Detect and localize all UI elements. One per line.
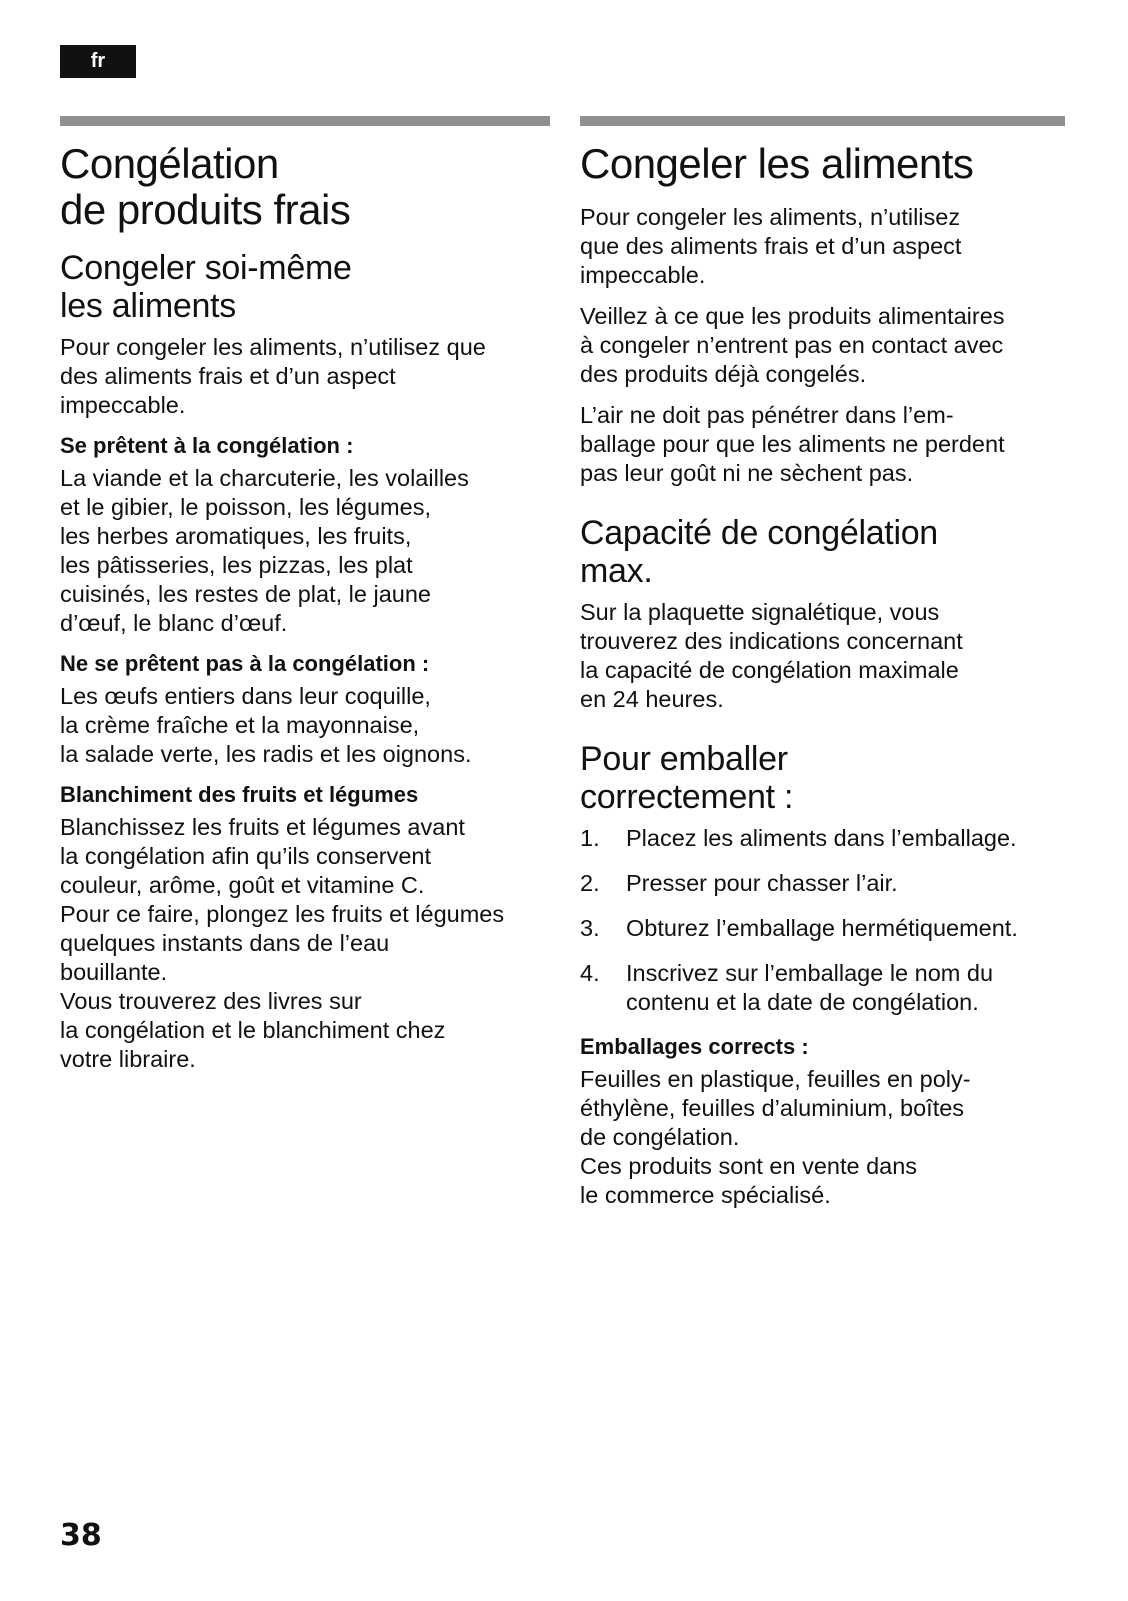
step-number: 3. [580, 915, 600, 941]
step-number: 2. [580, 870, 600, 896]
page-title-left: Congélation de produits frais [60, 140, 351, 233]
list-item [580, 869, 1065, 898]
step-text: Obturez l’emballage hermétiquement. [626, 915, 1018, 941]
list-item [580, 914, 1065, 943]
correct-packaging-heading: Emballages corrects : [580, 1034, 809, 1059]
language-tag: fr [60, 45, 136, 78]
intro-paragraph: Pour congeler les aliments, n’utilisez que des aliments frais et d’un aspect impeccable. [60, 334, 486, 418]
step-text: Placez les aliments dans l’emballage. [626, 825, 1017, 851]
blanching-heading: Blanchiment des fruits et légumes [60, 782, 419, 807]
step-number: 1. [580, 825, 600, 851]
correct-packaging-paragraph: Feuilles en plastique, feuilles en poly- éthylène, feuilles d’aluminium, boîtes de congélation. Ces produits sont en vente dans le commerce spécialisé. [580, 1066, 971, 1208]
step-number: 4. [580, 960, 600, 986]
packing-title: Pour emballer correctement : [580, 740, 794, 816]
section-title-freeze-yourself: Congeler soi-même les aliments [60, 249, 352, 325]
packing-steps-list [580, 824, 1065, 1017]
right-column-rule [580, 116, 1065, 126]
left-column-rule [60, 116, 550, 126]
left-column [60, 116, 550, 1086]
right-column [580, 116, 1065, 1222]
suitable-paragraph: La viande et la charcuterie, les volailles et le gibier, le poisson, les légumes, les herbes aromatiques, les fruits, les pâtisseries, les pizzas, les plat cuisinés, les restes de plat, le jaune d’œuf, le blanc d’œuf. [60, 465, 469, 636]
right-paragraph-2: Veillez à ce que les produits alimentaires à congeler n’entrent pas en contact avec des produits déjà congelés. [580, 303, 1005, 387]
suitable-heading: Se prêtent à la congélation : [60, 433, 354, 458]
page-number: 38 [60, 1518, 102, 1553]
capacity-title: Capacité de congélation max. [580, 514, 938, 590]
step-text: Presser pour chasser l’air. [626, 870, 898, 896]
unsuitable-paragraph: Les œufs entiers dans leur coquille, la crème fraîche et la mayonnaise, la salade verte, les radis et les oignons. [60, 683, 472, 767]
step-text: Inscrivez sur l’emballage le nom du contenu et la date de congélation. [626, 960, 994, 1015]
list-item [580, 824, 1065, 853]
capacity-paragraph: Sur la plaquette signalétique, vous trouverez des indications concernant la capacité de congélation maximale en 24 heures. [580, 599, 963, 712]
right-paragraph-1: Pour congeler les aliments, n’utilisez que des aliments frais et d’un aspect impeccable. [580, 204, 962, 288]
page-title-right: Congeler les aliments [580, 140, 974, 187]
list-item [580, 959, 1065, 1017]
right-paragraph-3: L’air ne doit pas pénétrer dans l’em- ballage pour que les aliments ne perdent pas leur goût ni ne sèchent pas. [580, 402, 1005, 486]
blanching-paragraph: Blanchissez les fruits et légumes avant la congélation afin qu’ils conservent couleur, arôme, goût et vitamine C. Pour ce faire, plongez les fruits et légumes quelques instants dans de l’eau bouillante. Vous trouverez des livres sur la congélation et le blanchiment chez votre libraire. [60, 814, 505, 1072]
unsuitable-heading: Ne se prêtent pas à la congélation : [60, 651, 430, 676]
